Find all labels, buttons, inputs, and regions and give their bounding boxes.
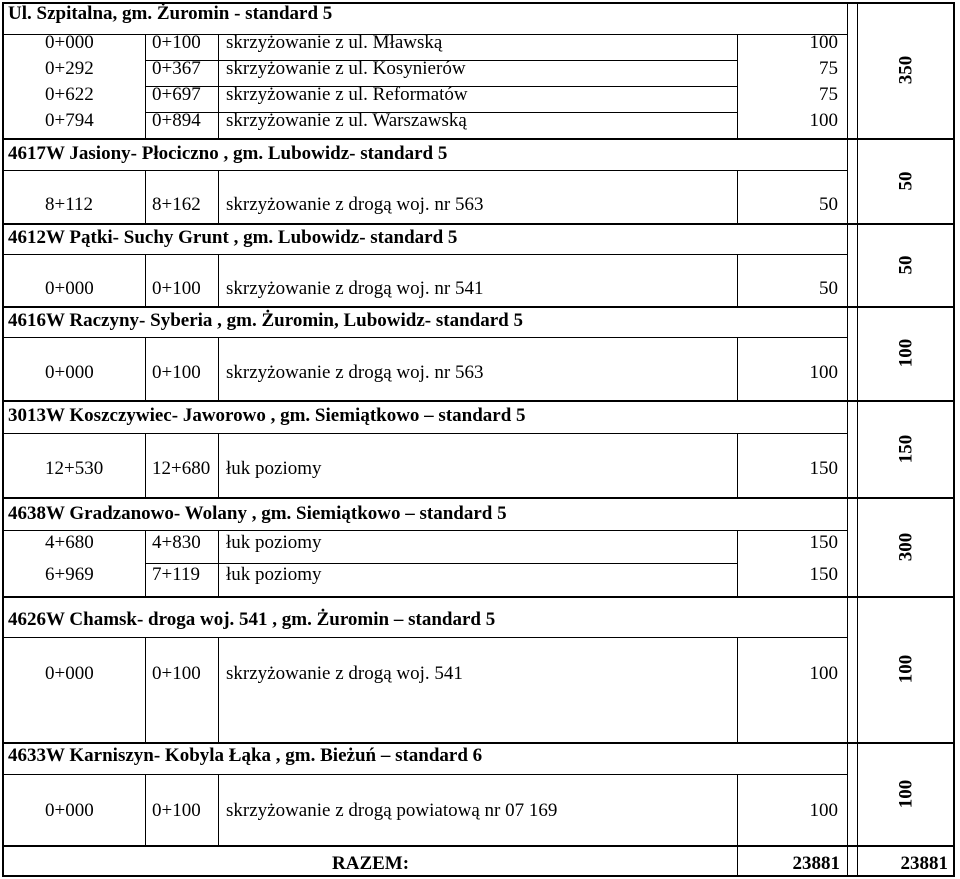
section-bottom-line: [2, 497, 955, 499]
summary-total: 23881: [900, 853, 948, 874]
section-bottom-line: [2, 845, 955, 847]
chainage-to: 0+697: [152, 84, 201, 105]
column-separator-from: [145, 637, 146, 742]
header-bottom-line: [2, 170, 847, 171]
section-total-vertical: 300: [895, 532, 917, 561]
section-header: 4612W Pątki- Suchy Grunt , gm. Lubowidz- standard 5: [8, 227, 458, 248]
header-bottom-line: [2, 254, 847, 255]
column-separator-to: [218, 637, 219, 742]
column-separator-to: [218, 170, 219, 223]
chainage-from: 0+000: [45, 32, 94, 53]
chainage-from: 12+530: [45, 458, 104, 479]
row-description: skrzyżowanie z drogą woj. nr 563: [226, 194, 484, 215]
row-description: łuk poziomy: [226, 564, 322, 585]
section-bottom-line: [2, 400, 955, 402]
chainage-from: 6+969: [45, 564, 94, 585]
column-separator-to: [218, 337, 219, 400]
section-header: 3013W Koszczywiec- Jaworowo , gm. Siemiątkowo – standard 5: [8, 405, 526, 426]
summary-separator-mid: [847, 847, 848, 877]
row-length: 75: [819, 58, 838, 79]
section-total-vertical: 50: [895, 171, 917, 190]
chainage-from: 0+000: [45, 663, 94, 684]
section-total-vertical: 100: [895, 338, 917, 368]
row-length: 150: [809, 564, 838, 585]
summary-label: RAZEM:: [332, 853, 410, 874]
chainage-from: 0+794: [45, 110, 94, 131]
row-length: 100: [809, 800, 838, 821]
row-description: skrzyżowanie z drogą woj. nr 541: [226, 278, 484, 299]
chainage-to: 0+367: [152, 58, 201, 79]
row-length: 75: [819, 84, 838, 105]
header-bottom-line: [2, 637, 847, 638]
chainage-from: 0+000: [45, 800, 94, 821]
row-length: 150: [809, 532, 838, 553]
section-header: Ul. Szpitalna, gm. Żuromin - standard 5: [8, 3, 333, 24]
section-bottom-line: [2, 596, 955, 598]
section-header: 4617W Jasiony- Płociczno , gm. Lubowidz- standard 5: [8, 143, 448, 164]
header-bottom-line: [2, 337, 847, 338]
row-length: 100: [809, 110, 838, 131]
section-total-vertical: 100: [895, 779, 917, 808]
chainage-from: 0+000: [45, 278, 94, 299]
chainage-to: 0+100: [152, 362, 201, 383]
chainage-to: 0+100: [152, 663, 201, 684]
section-total-vertical: 100: [895, 654, 917, 684]
header-bottom-line: [2, 774, 847, 775]
column-separator-to: [218, 254, 219, 306]
row-length: 100: [809, 32, 838, 53]
row-description: łuk poziomy: [226, 532, 322, 553]
column-separator-to: [218, 774, 219, 845]
chainage-from: 0+622: [45, 84, 94, 105]
chainage-to: 0+100: [152, 32, 201, 53]
row-description: łuk poziomy: [226, 458, 322, 479]
section-bottom-line: [2, 306, 955, 308]
section-total-vertical: 150: [895, 434, 917, 463]
column-separator-desc: [737, 637, 738, 742]
row-length: 50: [819, 278, 838, 299]
section-bottom-line: [2, 138, 955, 140]
column-separator-from: [145, 774, 146, 845]
section-total-vertical: 350: [895, 55, 917, 85]
chainage-to: 0+100: [152, 800, 201, 821]
chainage-from: 4+680: [45, 532, 94, 553]
column-separator-from: [145, 170, 146, 223]
column-separator-from: [145, 254, 146, 306]
row-description: skrzyżowanie z ul. Warszawską: [226, 110, 467, 131]
row-description: skrzyżowanie z ul. Reformatów: [226, 84, 468, 105]
row-length: 150: [809, 458, 838, 479]
section-bottom-line: [2, 742, 955, 744]
row-length: 100: [809, 663, 838, 684]
row-description: skrzyżowanie z ul. Kosynierów: [226, 58, 466, 79]
total-column-left-border: [847, 2, 848, 847]
chainage-from: 0+292: [45, 58, 94, 79]
chainage-to: 0+100: [152, 278, 201, 299]
row-description: skrzyżowanie z ul. Mławską: [226, 32, 443, 53]
row-description: skrzyżowanie z drogą powiatową nr 07 169: [226, 800, 558, 821]
header-bottom-line: [2, 433, 847, 434]
table-left-border: [2, 2, 4, 877]
chainage-from: 0+000: [45, 362, 94, 383]
table-right-border: [953, 2, 955, 877]
chainage-to: 12+680: [152, 458, 211, 479]
column-separator-from: [145, 337, 146, 400]
chainage-to: 4+830: [152, 532, 201, 553]
row-description: skrzyżowanie z drogą woj. 541: [226, 663, 463, 684]
row-length: 50: [819, 194, 838, 215]
table-bottom-border: [2, 875, 955, 877]
section-header: 4638W Gradzanowo- Wolany , gm. Siemiątkowo – standard 5: [8, 503, 507, 524]
column-separator-to: [218, 433, 219, 497]
chainage-from: 8+112: [45, 194, 94, 215]
chainage-to: 8+162: [152, 194, 201, 215]
header-bottom-line: [2, 530, 847, 531]
section-header: 4616W Raczyny- Syberia , gm. Żuromin, Lubowidz- standard 5: [8, 310, 523, 331]
chainage-to: 7+119: [152, 564, 201, 585]
section-total-vertical: 50: [895, 255, 917, 274]
section-bottom-line: [2, 223, 955, 225]
row-length: 100: [809, 362, 838, 383]
summary-sum: 23881: [792, 853, 840, 874]
column-separator-from: [145, 433, 146, 497]
row-description: skrzyżowanie z drogą woj. nr 563: [226, 362, 484, 383]
section-header: 4626W Chamsk- droga woj. 541 , gm. Żuromin – standard 5: [8, 609, 496, 630]
chainage-to: 0+894: [152, 110, 201, 131]
total-column-right-border: [857, 2, 858, 847]
section-header: 4633W Karniszyn- Kobyla Łąka , gm. Bieżuń – standard 6: [8, 745, 483, 766]
